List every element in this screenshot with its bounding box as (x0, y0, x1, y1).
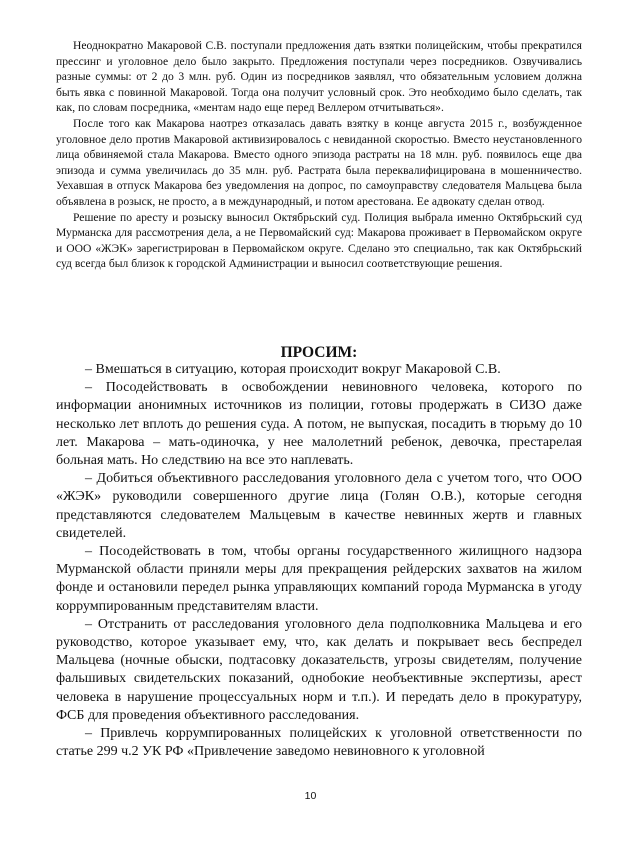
page-number: 10 (304, 790, 317, 802)
request-item-5: – Отстранить от расследования уголовного дела подполковника Мальцева и его руководство, которое указывает ему, что, как делать и покрывает весь беспредел Мальцева (ночные обыски, подтасовку доказательств, угрозы свидетелям, получение фальшивых свидетельских показаний, однобокие необъективные экспертизы, арест человека в нарушение процессуальных норм и т.п.). И передать дело в прокуратуру, ФСБ для проведения объективного расследования. (56, 616, 582, 723)
request-item-3: – Добиться объективного расследования уголовного дела с учетом того, что ООО «ЖЭК» руководили совершенного другие лица (Голян О.В.), которые сегодня представляются следователем Мальцевым в качестве невинных жертв и главных свидетелей. (56, 471, 582, 541)
request-item-4: – Посодействовать в том, чтобы органы государственного жилищного надзора Мурманской области приняли меры для прекращения рейдерских захватов на жилом фонде и остановили передел рынка управляющих компаний города Мурманска в угоду коррумпированным представителям власти. (56, 544, 582, 614)
requests-section (56, 361, 582, 761)
intro-paragraph-3: Решение по аресту и розыску выносил Октябрьский суд. Полиция выбрала именно Октябрьский суд Мурманска для рассмотрения дела, а не Первомайский суд: Макарова проживает в Первомайском округе и ООО «ЖЭК» зарегистрирован в Первомайском округе. Сделано это специально, так как Октябрьский суд всегда был близок к городской Администрации и выносил соответствующие решения. (56, 210, 582, 271)
request-item-2: – Посодействовать в освобождении невиновного человека, которого по информации анонимных источников из полиции, готовы продержать в СИЗО даже несколько лет вплоть до решения суда. А потом, не выпуская, посадить в тюрьму до 10 лет. Макарова – мать-одиночка, у нее малолетний ребенок, девочка, престарелая больная мать. Но следствию на все это наплевать. (56, 380, 582, 469)
request-item-6: – Привлечь коррумпированных полицейских к уголовной ответственности по статье 299 ч.2 УК РФ «Привлечение заведомо невиновного к уголовной (56, 726, 582, 760)
intro-paragraph-1: Неоднократно Макаровой С.В. поступали предложения дать взятки полицейским, чтобы прекратился прессинг и уголовное дело было закрыто. Предложения поступали через посредников. Озвучивались разные суммы: от 2 до 3 млн. руб. Один из посредников заявлял, что обязательным условием должна быть явка с повинной Макаровой. Тогда она получит условный срок. Это необходимо было сделать, так как, по словам посредника, «ментам надо еще перед Веллером отчитываться». (56, 39, 582, 115)
intro-section (56, 38, 582, 272)
request-item-1: – Вмешаться в ситуацию, которая происходит вокруг Макаровой С.В. (85, 362, 501, 377)
intro-paragraph-2: После того как Макарова наотрез отказалась давать взятку в конце августа 2015 г., возбужденное уголовное дело против Макаровой активизировалось с невиданной скоростью. Вместо неустановленного лица обвиняемой стала Макарова. Вместо одного эпизода растраты на 18 млн. руб. появилось еще два эпизода и сумма увеличилась до 35 млн. руб. Растрата была переквалифицирована в мошенничество. Уехавшая в отпуск Макарова без уведомления на допрос, по самоуправству следователя Мальцева была объявлена в розыск, не просто, а в международный, и потом арестована. Ее адвокату сделан отвод. (56, 116, 582, 208)
requests-heading: ПРОСИМ: (280, 344, 358, 361)
